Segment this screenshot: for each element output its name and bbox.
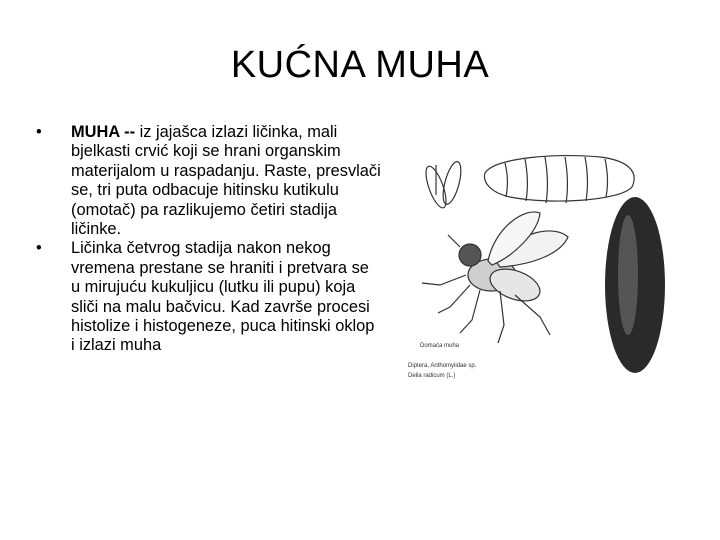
housefly-life-cycle-figure <box>400 135 685 395</box>
bullet-item-pupa <box>36 239 381 355</box>
bullet-text: Ličinka četvrog stadija nakon nekog vremena prestane se hraniti i pretvara se u mirujuću kukuljicu (lutku ili pupu) koja sliči na malu bačvicu. Kad završe procesi histolize i histogeneze, puca hitinski oklop i izlazi muha <box>71 239 375 355</box>
latin-label-1: Diptera, Anthomyiidae sp. <box>408 363 477 369</box>
housefly-illustration <box>400 135 685 395</box>
bullet-dot-icon <box>36 123 56 142</box>
latin-label-2: Delia radicum (L.) <box>408 373 456 379</box>
bullet-item-larva <box>36 123 381 239</box>
adult-fly-drawing <box>422 212 568 343</box>
bullet-lead: MUHA -- <box>71 123 136 141</box>
bullet-list <box>36 123 381 356</box>
slide-title: KUĆNA MUHA <box>230 44 490 86</box>
bullet-text: iz jajašca izlazi ličinka, mali bjelkasti crvić koji se hrani organskim materijalom u raspadanju. Raste, presvlači se, tri puta odbacuje hitinsku kutikulu (omotač) pa razlikujemo četiri stadija ličinke. <box>71 123 381 239</box>
larva-drawing <box>484 156 634 203</box>
pupa-drawing <box>605 197 665 373</box>
egg-drawing <box>422 160 465 210</box>
species-label: Domaća muha <box>420 343 460 349</box>
bullet-dot-icon <box>36 239 56 258</box>
